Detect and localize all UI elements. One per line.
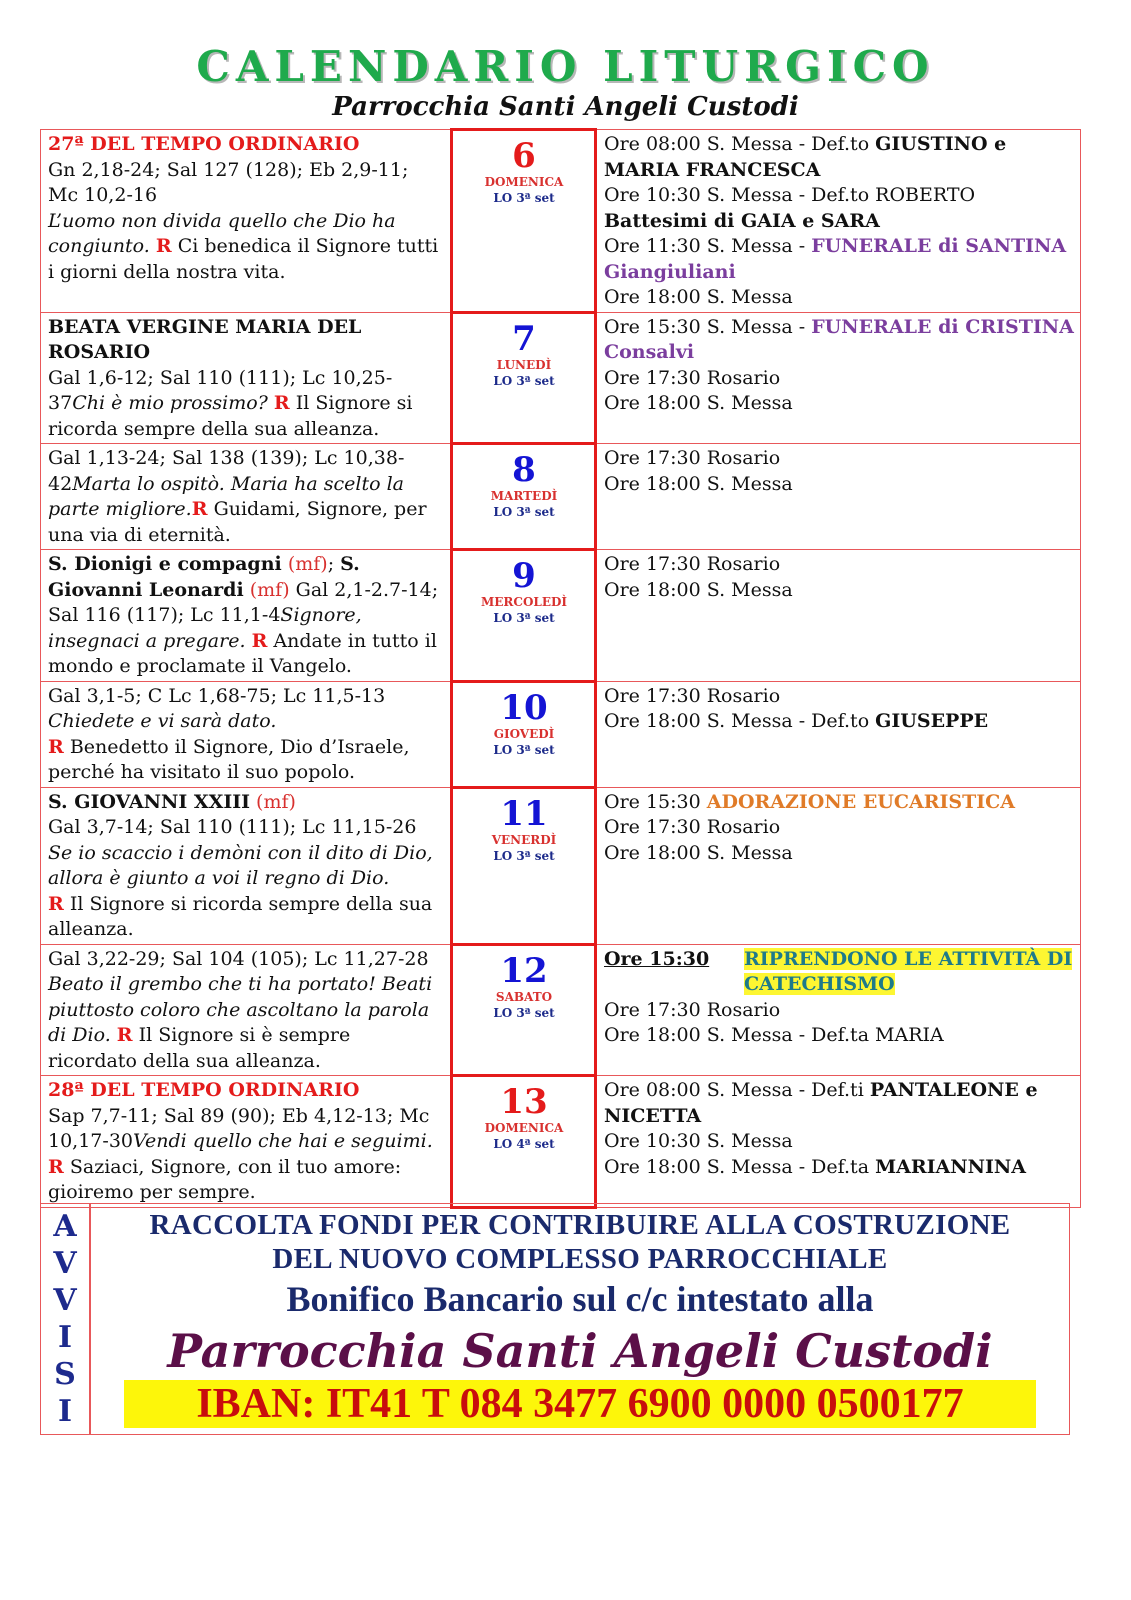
event: Ore 17:30 Rosario — [604, 447, 781, 469]
response-marker: R — [191, 498, 208, 520]
readings: Gal 3,1-5; C Lc 1,68-75; Lc 11,5-13 — [48, 684, 386, 707]
funeral-text: FUNERALE di CRISTINA Consalvi — [604, 315, 1074, 363]
fundraising-line-1: RACCOLTA FONDI PER CONTRIBUIRE ALLA COSTRUZIONE — [149, 1209, 1011, 1241]
event: Ore 10:30 S. Messa — [604, 1130, 793, 1152]
event — [604, 1079, 1038, 1127]
weekday-name: LUNEDÌ — [496, 357, 552, 372]
day-cell — [452, 681, 596, 787]
liturgy-of-hours: LO 3ª set — [493, 742, 555, 757]
response-marker: R — [48, 735, 64, 758]
table-row — [41, 312, 1081, 444]
page-subtitle: Parrocchia Santi Angeli Custodi — [332, 92, 799, 122]
response-marker: R — [273, 392, 290, 414]
response: Saziaci, Signore, con il tuo amore: gioiremo per sempre. — [48, 1155, 402, 1203]
response: Il Signore si ricorda sempre della sua alleanza. — [48, 892, 433, 940]
readings: Gn 2,18-24; Sal 127 (128); Eb 2,9-11; Mc 10,2-16 — [48, 158, 409, 206]
day-number: 13 — [500, 1082, 548, 1122]
event: Ore 10:30 S. Messa - Def.to ROBERTO — [604, 184, 976, 206]
event — [604, 316, 1074, 364]
response-marker: R — [48, 892, 64, 915]
response-marker: R — [155, 235, 172, 257]
event: Ore 18:00 S. Messa — [604, 472, 793, 495]
side-letter: V — [53, 1246, 77, 1281]
liturgy-cell — [41, 550, 452, 682]
response: Ci benedica il Signore tutti i giorni della nostra vita. — [48, 235, 439, 283]
weekday-name: SABATO — [495, 989, 553, 1004]
event: Ore 17:30 Rosario — [604, 684, 781, 707]
events-cell — [596, 944, 1081, 1076]
table-row — [41, 787, 1081, 944]
saint-name: S. Giovanni Leonardi — [48, 553, 360, 601]
event: Ore 18:00 S. Messa — [604, 286, 793, 308]
liturgy-cell — [41, 787, 452, 944]
antiphon: Signore, insegnaci a pregare. — [48, 604, 362, 652]
day-number: 7 — [512, 318, 536, 359]
event: Ore 18:00 S. Messa - Def.ta MARIA — [604, 1024, 944, 1046]
event: Ore 17:30 Rosario — [604, 816, 781, 838]
day-cell — [452, 1076, 596, 1208]
event: Ore 17:30 Rosario — [604, 366, 781, 389]
weekday-name: MARTEDÌ — [490, 489, 558, 503]
response-marker: R — [116, 1024, 133, 1046]
event-text: Ore 18:00 S. Messa - Def.ta — [604, 1155, 876, 1178]
event — [604, 710, 988, 732]
antiphon: Chi è mio prossimo? — [72, 392, 268, 414]
event: Ore 17:30 Rosario — [604, 998, 781, 1021]
separator: ; — [327, 553, 341, 575]
events-cell — [596, 312, 1081, 444]
day-number: 8 — [512, 450, 536, 490]
liturgy-of-hours: LO 4ª set — [493, 1137, 555, 1151]
event-text: Ore 15:30 — [604, 790, 707, 813]
events-cell — [596, 681, 1081, 787]
day-number: 11 — [500, 793, 548, 834]
weekday-name: DOMENICA — [484, 175, 564, 189]
catechism-highlight: RIPRENDONO LE ATTIVITÀ DI CATECHISMO — [744, 947, 1073, 995]
liturgy-of-hours: LO 3ª set — [493, 373, 555, 388]
liturgy-cell — [41, 312, 452, 444]
antiphon: Chiedete e vi sarà dato. — [48, 710, 277, 732]
event: Battesimi di GAIA e SARA — [604, 209, 880, 232]
liturgy-of-hours: LO 3ª set — [493, 611, 555, 625]
day-cell — [452, 944, 596, 1076]
readings: Gal 2,1-2.7-14; Sal 116 (117); Lc 11,1-4 — [48, 578, 439, 626]
event — [604, 235, 1066, 283]
liturgy-of-hours: LO 3ª set — [493, 505, 555, 519]
table-row — [41, 944, 1081, 1076]
day-cell — [452, 787, 596, 944]
table-row — [41, 550, 1081, 682]
liturgy-cell — [41, 130, 452, 313]
weekday-name: DOMENICA — [484, 1121, 564, 1135]
readings: Gal 3,7-14; Sal 110 (111); Lc 11,15-26 — [48, 816, 417, 838]
event-text: Ore 08:00 S. Messa - Def.ti — [604, 1079, 870, 1101]
events-cell — [596, 550, 1081, 682]
events-cell — [596, 130, 1081, 313]
day-number: 10 — [500, 687, 548, 728]
notices-content — [91, 1204, 1069, 1434]
event — [604, 947, 1074, 998]
day-cell — [452, 130, 596, 313]
event — [604, 791, 1015, 813]
event: Ore 18:00 S. Messa — [604, 392, 793, 414]
event-name: GIUSTINO e MARIA FRANCESCA — [604, 133, 1007, 181]
table-row — [41, 130, 1081, 313]
response: Guidami, Signore, per una via di eternità. — [48, 498, 427, 546]
response: Andate in tutto il mondo e proclamate il Vangelo. — [48, 629, 437, 677]
event-text: Ore 15:30 S. Messa - — [604, 315, 812, 338]
liturgy-heading: 28ª DEL TEMPO ORDINARIO — [48, 1079, 360, 1101]
event-name: MARIANNINA — [875, 1155, 1026, 1178]
readings: Gal 1,13-24; Sal 138 (139); Lc 10,38-42 — [48, 447, 405, 495]
antiphon: Beato il grembo che ti ha portato! Beati piuttosto coloro che ascoltano la parola di Dio. — [48, 973, 433, 1046]
weekday-name: GIOVEDÌ — [493, 726, 555, 741]
liturgy-of-hours: LO 3ª set — [493, 848, 555, 863]
event — [604, 1156, 1026, 1178]
liturgy-of-hours: LO 3ª set — [493, 191, 555, 205]
side-letter: V — [53, 1283, 77, 1318]
side-letter: A — [53, 1209, 77, 1244]
readings: Gal 1,6-12; Sal 110 (111); Lc 10,25-37 — [48, 366, 393, 414]
funeral-text: FUNERALE di SANTINA Giangiuliani — [604, 235, 1067, 283]
response: Benedetto il Signore, Dio d’Israele, perché ha visitato il suo popolo. — [48, 735, 410, 783]
liturgy-heading: S. GIOVANNI XXIII — [48, 790, 250, 813]
event — [604, 133, 1006, 181]
response: Il Signore si è sempre ricordato della sua alleanza. — [48, 1024, 351, 1072]
event: Ore 18:00 S. Messa — [604, 578, 793, 601]
event: Ore 18:00 S. Messa — [604, 841, 793, 864]
event-time: Ore 15:30 — [604, 947, 710, 970]
weekday-name: MERCOLEDÌ — [480, 595, 567, 609]
event-name: GIUSEPPE — [875, 710, 989, 732]
events-cell — [596, 787, 1081, 944]
event-text: Ore 11:30 S. Messa - — [604, 235, 812, 257]
response-marker: R — [251, 629, 268, 652]
day-number: 12 — [500, 950, 548, 991]
side-letter: I — [57, 1394, 73, 1429]
calendar-table — [40, 128, 1081, 1209]
antiphon: Vendi quello che hai e seguimi. — [133, 1130, 433, 1152]
day-cell — [452, 550, 596, 682]
antiphon: L’uomo non divida quello che Dio ha congiunto. — [48, 209, 396, 257]
response: Il Signore si ricorda sempre della sua alleanza. — [48, 392, 413, 440]
notices-box — [40, 1203, 1070, 1435]
event-name: PANTALEONE e NICETTA — [604, 1079, 1038, 1127]
liturgy-cell — [41, 1076, 452, 1208]
adoration-text: ADORAZIONE EUCARISTICA — [706, 790, 1016, 813]
fundraising-line-2: DEL NUOVO COMPLESSO PARROCCHIALE — [272, 1243, 888, 1275]
liturgy-cell — [41, 681, 452, 787]
memorial-tag: (mf) — [256, 790, 296, 813]
liturgy-of-hours: LO 3ª set — [493, 1005, 555, 1020]
side-letter: S — [54, 1357, 76, 1392]
table-row — [41, 681, 1081, 787]
antiphon: Se io scaccio i demòni con il dito di Dio, allora è giunto a voi il regno di Dio. — [48, 841, 433, 889]
day-cell — [452, 312, 596, 444]
readings: Gal 3,22-29; Sal 104 (105); Lc 11,27-28 — [48, 947, 429, 970]
iban-text: IBAN: IT41 T 084 3477 6900 0000 0500177 — [124, 1380, 1036, 1428]
parish-name: Parrocchia Santi Angeli Custodi — [167, 1324, 993, 1378]
weekday-name: VENERDÌ — [491, 832, 557, 847]
saint-name: S. Dionigi e compagni — [48, 553, 282, 575]
bank-transfer-line: Bonifico Bancario sul c/c intestato alla — [286, 1279, 874, 1319]
liturgy-heading: BEATA VERGINE MARIA DEL ROSARIO — [48, 315, 362, 363]
table-row — [41, 444, 1081, 550]
events-cell — [596, 444, 1081, 550]
memorial-tag: (mf) — [287, 553, 328, 575]
event: Ore 17:30 Rosario — [604, 553, 781, 575]
table-row — [41, 1076, 1081, 1208]
memorial-tag: (mf) — [249, 578, 290, 601]
page-title: CALENDARIO LITURGICO — [196, 42, 935, 91]
day-cell — [452, 444, 596, 550]
day-number: 9 — [512, 556, 536, 596]
liturgy-heading: 27ª DEL TEMPO ORDINARIO — [48, 133, 360, 155]
day-number: 6 — [512, 136, 536, 176]
events-cell — [596, 1076, 1081, 1208]
event-text: Ore 08:00 S. Messa - Def.to — [604, 133, 876, 155]
readings: Sap 7,7-11; Sal 89 (90); Eb 4,12-13; Mc 10,17-30 — [48, 1104, 430, 1152]
response-marker: R — [48, 1155, 64, 1178]
antiphon: Marta lo ospitò. Maria ha scelto la parte migliore. — [48, 472, 405, 520]
side-letter: I — [57, 1320, 73, 1355]
liturgy-cell — [41, 444, 452, 550]
liturgy-cell — [41, 944, 452, 1076]
event-text: Ore 18:00 S. Messa - Def.to — [604, 710, 876, 732]
notices-side-label — [41, 1204, 91, 1434]
